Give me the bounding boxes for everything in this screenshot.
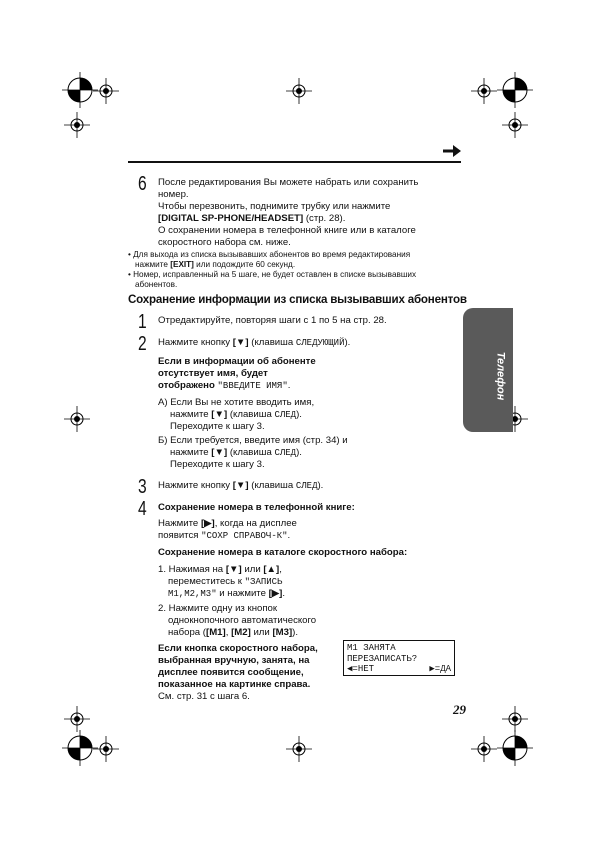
text: ).: [317, 480, 324, 491]
step6-line: номер.: [158, 189, 189, 200]
step4-line: [158, 518, 297, 531]
key-label: [M2]: [231, 627, 251, 638]
display-text: "ЗАПИСЬ: [244, 577, 283, 587]
key-label: [M3]: [272, 627, 293, 638]
key-label: [▼]: [232, 337, 249, 348]
text: .: [282, 588, 286, 599]
section-title: Сохранение информации из списка вызывавших абонентов: [128, 293, 467, 306]
display-text: "СОХР СПРАВОЧ-К": [201, 531, 288, 541]
note-line: • Номер, исправленный на 5 шаге, не будет оставлен в списке вызывавших: [128, 270, 417, 279]
text: набора (: [168, 627, 206, 638]
list-item: [168, 588, 285, 601]
note-text: нажмите: [135, 260, 171, 269]
page-number: 29: [453, 702, 466, 717]
text: .: [287, 380, 291, 391]
note-line: абонентов.: [135, 280, 178, 289]
step6-line: Чтобы перезвонить, поднимите трубку или нажмите: [158, 201, 391, 212]
text: Нажмите кнопку: [158, 337, 233, 348]
text: (клавиша: [227, 447, 275, 458]
step-number: 2: [138, 333, 147, 355]
lcd-display: [343, 640, 455, 676]
text: нажмите: [170, 447, 212, 458]
step6-line: После редактирования Вы можете набрать или сохранить: [158, 177, 419, 188]
step-number: 1: [138, 311, 147, 333]
display-text: М1,М2,М3": [168, 589, 217, 599]
text: нажмите: [170, 409, 212, 420]
crosshair-icon: [64, 406, 90, 432]
option-b-line: [170, 447, 302, 460]
text: и нажмите: [216, 588, 269, 599]
lcd-left-option: ◀=НЕТ: [347, 664, 375, 674]
registration-mark-icon: [497, 72, 533, 108]
list-item: однокнопочного автоматического: [168, 615, 317, 626]
text: 1. Нажимая на: [158, 564, 226, 575]
text: переместитесь к: [168, 576, 245, 587]
key-label: [▼]: [232, 480, 249, 491]
text: (клавиша: [248, 337, 296, 348]
option-b-line: Переходите к шагу 3.: [170, 459, 265, 470]
list-item: [168, 627, 298, 640]
lcd-line: ПЕРЕЗАПИСАТЬ?: [347, 653, 418, 664]
option-a-line: А) Если Вы не хотите вводить имя,: [158, 397, 315, 408]
display-text: "ВВЕДИТЕ ИМЯ": [217, 381, 288, 391]
crosshair-icon: [286, 78, 312, 104]
warning-line: дисплее появится сообщение,: [158, 667, 304, 678]
text: (клавиша: [227, 409, 275, 420]
key-label: [▶]: [200, 518, 215, 529]
registration-mark-icon: [497, 730, 533, 766]
text: ,: [225, 627, 232, 638]
text: ).: [344, 337, 351, 348]
text: (клавиша: [248, 480, 296, 491]
step-number: 4: [138, 498, 147, 520]
text: .: [287, 530, 291, 541]
text: Нажмите кнопку: [158, 480, 233, 491]
key-label: [▼]: [225, 564, 242, 575]
step4-line: [158, 530, 290, 543]
soft-key-label: СЛЕД: [274, 410, 297, 420]
list-item: 2. Нажмите одну из кнопок: [158, 603, 278, 614]
step1-text: Отредактируйте, повторяя шаги с 1 по 5 на стр. 28.: [158, 315, 387, 326]
soft-key-label: СЛЕД: [274, 448, 297, 458]
lcd-right-option: ▶=ДА: [429, 664, 451, 674]
subheading: Сохранение номера в каталоге скоростного набора:: [158, 547, 408, 558]
option-b-line: Б) Если требуется, введите имя (стр. 34) и: [158, 435, 348, 446]
list-item: [168, 576, 282, 589]
bold-line: отсутствует имя, будет: [158, 368, 268, 379]
subheading: Сохранение номера в телефонной книге:: [158, 502, 355, 513]
crosshair-icon: [502, 112, 528, 138]
crosshair-icon: [93, 78, 119, 104]
key-label: [▼]: [211, 447, 228, 458]
crosshair-icon: [64, 112, 90, 138]
text: ,: [279, 564, 282, 575]
arrow-right-icon: [443, 144, 461, 158]
lcd-line: М1 ЗАНЯТА: [347, 643, 396, 653]
step6-line: скоростного набора см. ниже.: [158, 237, 291, 248]
text: или: [241, 564, 264, 575]
option-a-line: Переходите к шагу 3.: [170, 421, 265, 432]
bold-line: [158, 380, 290, 393]
crosshair-icon: [286, 736, 312, 762]
text: появится: [158, 530, 202, 541]
top-rule: [128, 161, 461, 163]
crosshair-icon: [502, 706, 528, 732]
key-label: [▲]: [263, 564, 280, 575]
page-ref: (стр. 28).: [303, 213, 346, 224]
key-label: [M1]: [206, 627, 226, 638]
text: ).: [292, 627, 299, 638]
option-a-line: [170, 409, 302, 422]
text: ).: [296, 409, 302, 420]
side-tab-label: Телефон: [494, 351, 507, 401]
warning-line: Если кнопка скоростного набора,: [158, 643, 318, 654]
step2-text: [158, 337, 350, 350]
step-number: 6: [138, 173, 147, 195]
lcd-line: [347, 664, 451, 675]
key-label: [DIGITAL SP-PHONE/HEADSET]: [158, 213, 304, 224]
text: , когда на дисплее: [214, 518, 297, 529]
key-label: [EXIT]: [170, 260, 194, 269]
note-line: • Для выхода из списка вызывавших абонентов во время редактирования: [128, 250, 411, 259]
text: или: [250, 627, 273, 638]
key-label: [▼]: [211, 409, 228, 420]
warning-line: выбранная вручную, занята, на: [158, 655, 310, 666]
warning-line: показанное на картинке справа.: [158, 679, 311, 690]
list-item: [158, 564, 282, 577]
text: ).: [296, 447, 302, 458]
crosshair-icon: [64, 706, 90, 732]
bold-line: Если в информации об абоненте: [158, 356, 316, 367]
text: отображено: [158, 380, 218, 391]
soft-key-label: СЛЕД: [295, 481, 318, 491]
step3-text: [158, 480, 323, 493]
crosshair-icon: [93, 736, 119, 762]
key-label: [▶]: [268, 588, 283, 599]
step6-line: О сохранении номера в телефонной книге или в каталоге: [158, 225, 416, 236]
crosshair-icon: [471, 78, 497, 104]
page-ref-line: См. стр. 31 с шага 6.: [158, 691, 250, 702]
text: Нажмите: [158, 518, 201, 529]
crosshair-icon: [471, 736, 497, 762]
note-text: или подождите 60 секунд.: [193, 260, 296, 269]
step-number: 3: [138, 476, 147, 498]
step6-line: [158, 213, 345, 226]
soft-key-label: СЛЕДУЮЩИЙ: [295, 338, 345, 348]
